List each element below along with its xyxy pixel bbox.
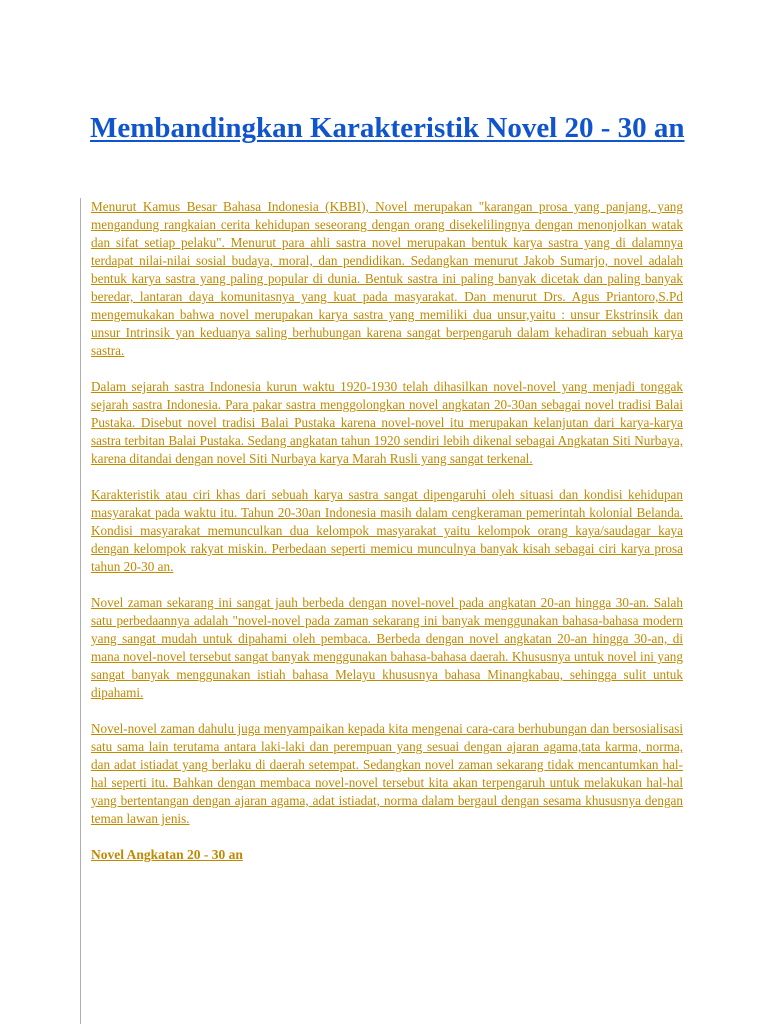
section-heading[interactable]: Novel Angkatan 20 - 30 an	[91, 847, 243, 862]
paragraph-history[interactable]: Dalam sejarah sastra Indonesia kurun waktu 1920-1930 telah dihasilkan novel-novel yang menjadi tonggak sejarah sastra Indonesia. Para pakar sastra menggolongkan novel angkatan 20-30an sebagai novel tradisi Balai Pustaka. Disebut novel tradisi Balai Pustaka karena novel-novel itu merupakan kelanjutan dari karya-karya sastra terbitan Balai Pustaka. Sedang angkatan tahun 1920 sendiri lebih dikenal sebagai Angkatan Siti Nurbaya, karena ditandai dengan novel Siti Nurbaya karya Marah Rusli yang sangat terkenal.	[91, 379, 683, 466]
article-body	[80, 198, 683, 1024]
page-title[interactable]: Membandingkan Karakteristik Novel 20 - 30 an	[90, 112, 685, 144]
paragraph-definition[interactable]: Menurut Kamus Besar Bahasa Indonesia (KBBI), Novel merupakan "karangan prosa yang panjang, yang mengandung rangkaian cerita kehidupan seseorang dengan orang disekelilingnya dengan menonjolkan watak dan sifat setiap pelaku". Menurut para ahli sastra novel merupakan bentuk karya sastra yang di dalamnya terdapat nilai-nilai sosial budaya, moral, dan pendidikan. Sedangkan menurut Jakob Sumarjo, novel adalah bentuk karya sastra yang paling popular di dunia. Bentuk sastra ini paling banyak dicetak dan paling banyak beredar, lantaran daya komunitasnya yang kuat pada masyarakat. Dan menurut Drs. Agus Priantoro,S.Pd mengemukakan bahwa novel merupakan karya sastra yang memiliki dua unsur,yaitu : unsur Ekstrinsik dan unsur Intrinsik yan keduanya saling berhubungan karena sangat berpengaruh dalam kehadiran sebuah karya sastra.	[91, 199, 683, 358]
paragraph-characteristics[interactable]: Karakteristik atau ciri khas dari sebuah karya sastra sangat dipengaruhi oleh situasi dan kondisi kehidupan masyarakat pada waktu itu. Tahun 20-30an Indonesia masih dalam cengkeraman pemerintah kolonial Belanda. Kondisi masyarakat memunculkan dua kelompok masyarakat yaitu kelompok orang kaya/saudagar kaya dengan kelompok rakyat miskin. Perbedaan seperti memicu munculnya banyak kisah sebagai ciri karya prosa tahun 20-30 an.	[91, 487, 683, 574]
paragraph-comparison-language[interactable]: Novel zaman sekarang ini sangat jauh berbeda dengan novel-novel pada angkatan 20-an hingga 30-an. Salah satu perbedaannya adalah "novel-novel pada zaman sekarang ini banyak menggunakan bahasa-bahasa modern yang sangat mudah untuk dipahami oleh pembaca. Berbeda dengan novel angkatan 20-an hingga 30-an, di mana novel-novel tersebut sangat banyak menggunakan bahasa-bahasa daerah. Khususnya untuk novel ini yang sangat banyak menggunakan istiah bahasa Melayu khususnya bahasa Minangkabau, sehingga sulit untuk dipahami.	[91, 595, 683, 700]
paragraph-comparison-values[interactable]: Novel-novel zaman dahulu juga menyampaikan kepada kita mengenai cara-cara berhubungan dan bersosialisasi satu sama lain terutama antara laki-laki dan perempuan yang sesuai dengan ajaran agama,tata karma, norma, dan adat istiadat yang berlaku di daerah setempat. Sedangkan novel zaman sekarang tidak mencantumkan hal-hal seperti itu. Bahkan dengan membaca novel-novel tersebut kita akan terpengaruh untuk melakukan hal-hal yang bertentangan dengan ajaran agama, adat istiadat, norma dalam bergaul dengan sesama khususnya dengan teman lawan jenis.	[91, 721, 683, 826]
